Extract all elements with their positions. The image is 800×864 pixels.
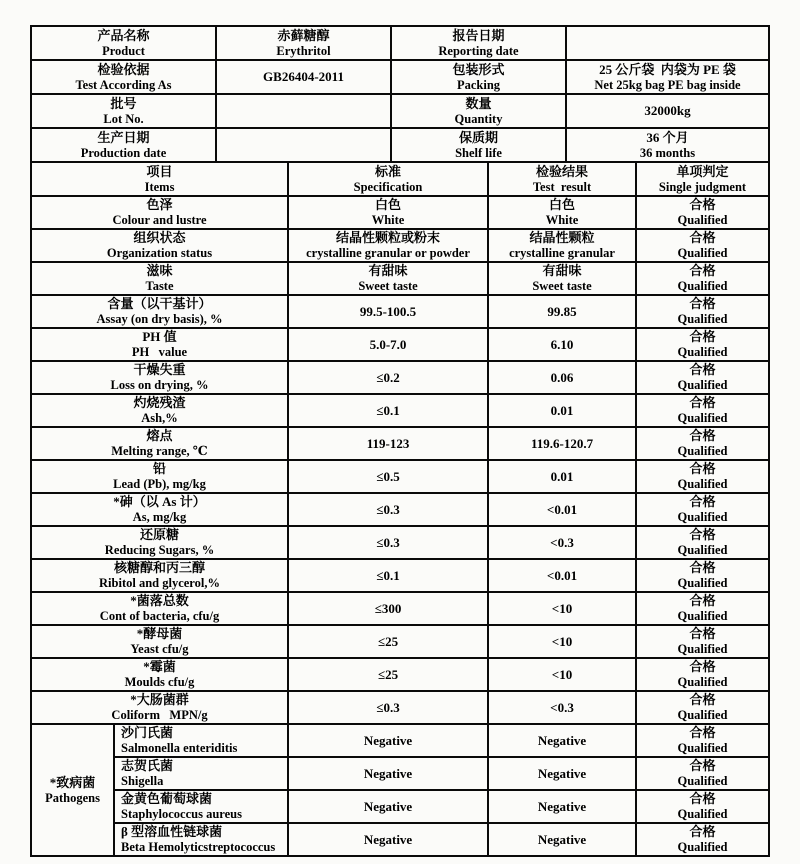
info-label-cell-secondary-text: Shelf life (455, 145, 502, 160)
result-row (31, 559, 769, 592)
pathogen-item-cell-primary-text: 金黄色葡萄球菌 (121, 791, 213, 806)
item-cell-primary-text: 组织状态 (133, 230, 186, 245)
pathogen-result-row (31, 757, 769, 790)
info-value-cell-primary-text: 36 个月 (646, 129, 689, 145)
item-cell-primary-text: *酵母菌 (136, 626, 183, 641)
specification-cell-primary-text: ≤0.1 (376, 402, 400, 418)
item-cell-secondary-text: PH value (131, 345, 188, 359)
specification-cell-secondary-text: White (371, 213, 405, 227)
judgment-cell (636, 328, 769, 361)
result-row (31, 592, 769, 625)
specification-cell-secondary-text: Sweet taste (358, 279, 418, 293)
pathogen-group-cell-primary-text: *致病菌 (49, 774, 96, 790)
pathogen-result-row (31, 823, 769, 856)
judgment-cell-secondary-text: Qualified (677, 642, 728, 656)
judgment-cell (636, 361, 769, 394)
judgment-cell-primary-text: 合格 (689, 494, 716, 509)
item-cell-primary-text: 灼烧残渣 (133, 395, 186, 410)
pathogen-item-cell-primary-text: 志贺氏菌 (121, 758, 174, 773)
result-row (31, 691, 769, 724)
judgment-cell-secondary-text: Qualified (677, 741, 728, 755)
pathogen-item-cell-primary-text: 沙门氏菌 (121, 725, 174, 740)
specification-cell-primary-text: Negative (363, 765, 413, 781)
item-cell (31, 427, 288, 460)
test-result-cell-primary-text: 0.01 (550, 468, 574, 484)
judgment-cell-primary-text: 合格 (689, 197, 716, 212)
test-result-cell-primary-text: Negative (537, 831, 587, 847)
info-label-cell-primary-text: 产品名称 (97, 27, 150, 43)
item-cell-secondary-text: Moulds cfu/g (124, 675, 195, 689)
info-label-cell (31, 128, 216, 162)
test-result-cell-primary-text: <10 (551, 600, 573, 616)
specification-cell-primary-text: 白色 (375, 197, 402, 212)
test-result-cell (488, 361, 636, 394)
info-value-cell (216, 26, 391, 60)
test-result-cell-primary-text: 6.10 (550, 336, 574, 352)
pathogen-item-cell-secondary-text: Beta Hemolyticstreptococcus (121, 840, 276, 854)
item-cell (31, 691, 288, 724)
judgment-cell-primary-text: 合格 (689, 725, 716, 740)
info-label-cell-secondary-text: Quantity (454, 111, 503, 126)
judgment-cell-secondary-text: Qualified (677, 477, 728, 491)
info-label-cell-secondary-text: Product (102, 43, 145, 58)
test-result-cell-secondary-text: White (545, 213, 579, 227)
result-row (31, 295, 769, 328)
item-cell (31, 361, 288, 394)
result-row (31, 526, 769, 559)
item-cell-secondary-text: Taste (145, 279, 174, 293)
specification-header-cell-secondary-text: Specification (353, 179, 423, 194)
items-header-cell-secondary-text: Items (144, 179, 175, 194)
pathogen-item-cell-secondary-text: Staphylococcus aureus (121, 807, 242, 821)
item-cell-secondary-text: Melting range, ℃ (111, 444, 208, 458)
item-cell (31, 526, 288, 559)
item-cell-primary-text: 铅 (153, 461, 167, 476)
result-row (31, 658, 769, 691)
specification-cell (288, 295, 488, 328)
item-cell (31, 262, 288, 295)
judgment-cell (636, 757, 769, 790)
test-result-cell-primary-text: <10 (551, 633, 573, 649)
judgment-cell-primary-text: 合格 (689, 263, 716, 278)
judgment-cell-secondary-text: Qualified (677, 213, 728, 227)
judgment-cell (636, 526, 769, 559)
item-cell-secondary-text: Cont of bacteria, cfu/g (99, 609, 220, 623)
info-label-cell-secondary-text: Reporting date (438, 43, 519, 58)
judgment-cell-secondary-text: Qualified (677, 840, 728, 854)
item-cell-secondary-text: Reducing Sugars, % (104, 543, 215, 557)
judgment-cell (636, 262, 769, 295)
item-cell (31, 196, 288, 229)
pathogen-group-cell (31, 724, 114, 856)
info-label-cell-primary-text: 生产日期 (97, 129, 150, 145)
item-cell-primary-text: 干燥失重 (133, 362, 186, 377)
specification-cell-primary-text: ≤300 (374, 600, 402, 616)
info-value-cell-primary-text: GB26404-2011 (263, 69, 344, 84)
item-cell (31, 493, 288, 526)
test-result-cell-primary-text: <0.3 (550, 534, 574, 550)
result-row (31, 262, 769, 295)
test-result-cell (488, 460, 636, 493)
info-label-cell (31, 26, 216, 60)
test-result-cell-primary-text: 99.85 (547, 303, 577, 319)
item-cell (31, 295, 288, 328)
result-row (31, 427, 769, 460)
result-row (31, 196, 769, 229)
specification-cell (288, 328, 488, 361)
item-cell-secondary-text: As, mg/kg (132, 510, 187, 524)
item-cell-secondary-text: Ash,% (141, 411, 178, 425)
specification-cell (288, 394, 488, 427)
info-label-cell-primary-text: 批号 (110, 95, 137, 111)
info-value-cell (566, 60, 769, 94)
judgment-cell-primary-text: 合格 (689, 692, 716, 707)
info-label-cell (391, 94, 566, 128)
specification-cell (288, 262, 488, 295)
test-result-cell-secondary-text: Sweet taste (532, 279, 592, 293)
test-result-cell-primary-text: Negative (537, 798, 587, 814)
judgment-cell-secondary-text: Qualified (677, 807, 728, 821)
item-cell-secondary-text: Yeast cfu/g (130, 642, 189, 656)
test-result-cell (488, 658, 636, 691)
info-label-cell-primary-text: 包装形式 (452, 61, 505, 77)
test-result-cell-primary-text: <10 (551, 666, 573, 682)
test-results-body (31, 162, 769, 856)
info-label-cell (391, 128, 566, 162)
info-label-cell-primary-text: 保质期 (458, 129, 498, 145)
product-info-body (31, 26, 769, 162)
test-result-cell-primary-text: Negative (537, 732, 587, 748)
test-result-cell (488, 592, 636, 625)
judgment-cell-primary-text: 合格 (689, 428, 716, 443)
specification-cell-primary-text: 结晶性颗粒或粉末 (336, 230, 441, 245)
item-cell (31, 229, 288, 262)
items-header-cell-primary-text: 项目 (146, 163, 173, 179)
test-result-cell-primary-text: 结晶性颗粒 (529, 230, 595, 245)
pathogen-result-row (31, 790, 769, 823)
test-result-cell (488, 559, 636, 592)
product-info-table (30, 25, 770, 163)
test-result-cell-primary-text: 0.06 (550, 369, 574, 385)
test-results-table (30, 161, 770, 857)
specification-cell-primary-text: ≤0.5 (376, 468, 400, 484)
specification-cell-primary-text: ≤0.2 (376, 369, 400, 385)
test-result-cell-primary-text: <0.3 (550, 699, 574, 715)
judgment-cell (636, 229, 769, 262)
test-result-cell (488, 295, 636, 328)
info-value-cell-primary-text: 32000kg (644, 103, 691, 118)
specification-cell (288, 724, 488, 757)
item-cell-primary-text: 滋味 (146, 263, 173, 278)
specification-cell-primary-text: ≤25 (377, 633, 399, 649)
specification-cell (288, 559, 488, 592)
info-label-cell-secondary-text: Production date (80, 145, 167, 160)
test-result-header-cell-secondary-text: Test result (532, 179, 592, 194)
specification-cell-primary-text: ≤25 (377, 666, 399, 682)
pathogen-item-cell (114, 724, 288, 757)
judgment-cell-primary-text: 合格 (689, 230, 716, 245)
info-value-cell (216, 128, 391, 162)
judgment-cell-primary-text: 合格 (689, 626, 716, 641)
judgment-cell (636, 427, 769, 460)
result-row (31, 460, 769, 493)
info-label-cell-primary-text: 报告日期 (452, 27, 505, 43)
judgment-cell-secondary-text: Qualified (677, 543, 728, 557)
item-cell (31, 592, 288, 625)
item-cell-primary-text: *大肠菌群 (130, 692, 189, 707)
pathogen-item-cell (114, 790, 288, 823)
judgment-cell (636, 625, 769, 658)
info-value-cell (216, 94, 391, 128)
specification-cell (288, 196, 488, 229)
info-label-cell (391, 60, 566, 94)
judgment-cell-primary-text: 合格 (689, 758, 716, 773)
info-label-cell (31, 60, 216, 94)
specification-cell (288, 691, 488, 724)
specification-cell (288, 427, 488, 460)
judgment-cell-primary-text: 合格 (689, 296, 716, 311)
test-result-cell-primary-text: 有甜味 (542, 263, 582, 278)
judgment-cell-secondary-text: Qualified (677, 774, 728, 788)
judgment-cell-secondary-text: Qualified (677, 411, 728, 425)
judgment-cell-primary-text: 合格 (689, 461, 716, 476)
specification-cell-primary-text: ≤0.3 (376, 501, 400, 517)
judgment-cell (636, 691, 769, 724)
specification-cell (288, 823, 488, 856)
judgment-cell (636, 394, 769, 427)
item-cell-secondary-text: Organization status (106, 246, 213, 260)
test-result-cell (488, 724, 636, 757)
judgment-cell-secondary-text: Qualified (677, 378, 728, 392)
judgment-cell-secondary-text: Qualified (677, 246, 728, 260)
judgment-header-cell-primary-text: 单项判定 (676, 163, 729, 179)
judgment-cell (636, 493, 769, 526)
specification-cell-primary-text: 119-123 (366, 435, 410, 451)
judgment-header-cell (636, 162, 769, 196)
item-cell (31, 328, 288, 361)
specification-cell-primary-text: ≤0.3 (376, 534, 400, 550)
judgment-cell (636, 460, 769, 493)
item-cell-secondary-text: Assay (on dry basis), % (96, 312, 223, 326)
item-cell-primary-text: 含量（以干基计） (107, 296, 212, 311)
info-value-cell-primary-text: 赤藓糖醇 (277, 27, 330, 43)
specification-cell-primary-text: Negative (363, 798, 413, 814)
item-cell (31, 559, 288, 592)
judgment-cell-secondary-text: Qualified (677, 609, 728, 623)
specification-cell-primary-text: 5.0-7.0 (369, 336, 407, 352)
test-result-cell (488, 262, 636, 295)
test-result-header-cell-primary-text: 检验结果 (536, 163, 589, 179)
test-result-cell-primary-text: <0.01 (546, 567, 578, 583)
info-label-cell-secondary-text: Lot No. (103, 111, 144, 126)
specification-cell-primary-text: ≤0.1 (376, 567, 400, 583)
info-value-cell (216, 60, 391, 94)
specification-cell-primary-text: Negative (363, 831, 413, 847)
judgment-cell-secondary-text: Qualified (677, 279, 728, 293)
pathogen-item-cell (114, 757, 288, 790)
test-result-cell-primary-text: <0.01 (546, 501, 578, 517)
item-cell-primary-text: *砷（以 As 计） (113, 494, 206, 509)
judgment-cell-primary-text: 合格 (689, 791, 716, 806)
pathogen-item-cell-secondary-text: Salmonella enteriditis (121, 741, 238, 755)
result-row (31, 229, 769, 262)
judgment-cell-secondary-text: Qualified (677, 510, 728, 524)
item-cell-secondary-text: Ribitol and glycerol,% (99, 576, 220, 590)
judgment-cell-primary-text: 合格 (689, 329, 716, 344)
judgment-cell-secondary-text: Qualified (677, 708, 728, 722)
judgment-cell-primary-text: 合格 (689, 659, 716, 674)
judgment-cell-primary-text: 合格 (689, 560, 716, 575)
test-result-cell (488, 790, 636, 823)
judgment-cell (636, 196, 769, 229)
specification-cell (288, 790, 488, 823)
item-cell-primary-text: 还原糖 (140, 527, 180, 542)
judgment-cell (636, 790, 769, 823)
info-value-cell (566, 128, 769, 162)
item-cell-secondary-text: Coliform MPN/g (111, 708, 208, 722)
test-result-cell (488, 625, 636, 658)
test-result-cell (488, 328, 636, 361)
item-cell-primary-text: PH 值 (142, 329, 177, 344)
coa-document (30, 25, 768, 857)
judgment-cell-secondary-text: Qualified (677, 345, 728, 359)
specification-cell (288, 592, 488, 625)
judgment-cell-primary-text: 合格 (689, 395, 716, 410)
result-row (31, 328, 769, 361)
info-value-cell (566, 26, 769, 60)
info-row (31, 128, 769, 162)
result-row (31, 493, 769, 526)
judgment-cell (636, 658, 769, 691)
specification-cell (288, 625, 488, 658)
specification-cell (288, 361, 488, 394)
pathogen-result-row (31, 724, 769, 757)
test-result-header-cell (488, 162, 636, 196)
test-result-cell (488, 196, 636, 229)
judgment-cell-secondary-text: Qualified (677, 576, 728, 590)
pathogen-item-cell (114, 823, 288, 856)
specification-cell (288, 658, 488, 691)
info-label-cell (391, 26, 566, 60)
judgment-cell-secondary-text: Qualified (677, 312, 728, 326)
judgment-cell (636, 559, 769, 592)
info-label-cell-primary-text: 检验依据 (97, 61, 150, 77)
info-row (31, 60, 769, 94)
judgment-cell-primary-text: 合格 (689, 593, 716, 608)
item-cell (31, 658, 288, 691)
specification-cell (288, 493, 488, 526)
item-cell (31, 460, 288, 493)
item-cell-primary-text: *菌落总数 (130, 593, 189, 608)
judgment-cell-primary-text: 合格 (689, 824, 716, 839)
result-row (31, 625, 769, 658)
info-value-cell-primary-text: 25 公斤袋 内袋为 PE 袋 (599, 61, 736, 77)
results-header-row (31, 162, 769, 196)
pathogen-group-cell-secondary-text: Pathogens (45, 790, 100, 805)
result-row (31, 394, 769, 427)
item-cell-primary-text: *霉菌 (143, 659, 176, 674)
judgment-header-cell-secondary-text: Single judgment (658, 179, 747, 194)
item-cell-secondary-text: Lead (Pb), mg/kg (113, 477, 206, 491)
specification-cell-primary-text: 99.5-100.5 (359, 303, 417, 319)
info-label-cell-secondary-text: Packing (456, 77, 501, 92)
specification-cell (288, 526, 488, 559)
item-cell (31, 394, 288, 427)
items-header-cell (31, 162, 288, 196)
test-result-cell (488, 427, 636, 460)
info-value-cell-secondary-text: Erythritol (276, 43, 331, 58)
test-result-cell-secondary-text: crystalline granular (509, 246, 615, 260)
info-row (31, 94, 769, 128)
pathogen-item-cell-primary-text: β 型溶血性链球菌 (121, 824, 223, 839)
specification-header-cell-primary-text: 标准 (375, 163, 402, 179)
test-result-cell (488, 526, 636, 559)
pathogen-item-cell-secondary-text: Shigella (121, 774, 164, 788)
specification-cell-primary-text: 有甜味 (368, 263, 408, 278)
test-result-cell (488, 229, 636, 262)
judgment-cell-primary-text: 合格 (689, 527, 716, 542)
item-cell-secondary-text: Colour and lustre (112, 213, 207, 227)
test-result-cell (488, 823, 636, 856)
info-row (31, 26, 769, 60)
specification-cell (288, 757, 488, 790)
info-label-cell-secondary-text: Test According As (75, 77, 172, 92)
test-result-cell (488, 691, 636, 724)
info-label-cell-primary-text: 数量 (465, 95, 492, 111)
item-cell-primary-text: 核糖醇和丙三醇 (114, 560, 206, 575)
test-result-cell-primary-text: 119.6-120.7 (530, 435, 594, 451)
item-cell (31, 625, 288, 658)
specification-cell-primary-text: ≤0.3 (376, 699, 400, 715)
item-cell-primary-text: 色泽 (146, 197, 173, 212)
info-value-cell-secondary-text: 36 months (639, 145, 696, 160)
judgment-cell-secondary-text: Qualified (677, 444, 728, 458)
info-value-cell (566, 94, 769, 128)
specification-cell (288, 229, 488, 262)
item-cell-secondary-text: Loss on drying, % (110, 378, 209, 392)
test-result-cell-primary-text: 白色 (549, 197, 576, 212)
specification-cell-secondary-text: crystalline granular or powder (306, 246, 470, 260)
specification-cell (288, 460, 488, 493)
test-result-cell (488, 757, 636, 790)
info-label-cell (31, 94, 216, 128)
result-row (31, 361, 769, 394)
judgment-cell (636, 724, 769, 757)
test-result-cell-primary-text: Negative (537, 765, 587, 781)
info-value-cell-secondary-text: Net 25kg bag PE bag inside (594, 77, 741, 92)
specification-cell-primary-text: Negative (363, 732, 413, 748)
test-result-cell (488, 493, 636, 526)
specification-header-cell (288, 162, 488, 196)
test-result-cell (488, 394, 636, 427)
judgment-cell (636, 592, 769, 625)
judgment-cell (636, 295, 769, 328)
item-cell-primary-text: 熔点 (146, 428, 173, 443)
judgment-cell (636, 823, 769, 856)
judgment-cell-primary-text: 合格 (689, 362, 716, 377)
judgment-cell-secondary-text: Qualified (677, 675, 728, 689)
test-result-cell-primary-text: 0.01 (550, 402, 574, 418)
